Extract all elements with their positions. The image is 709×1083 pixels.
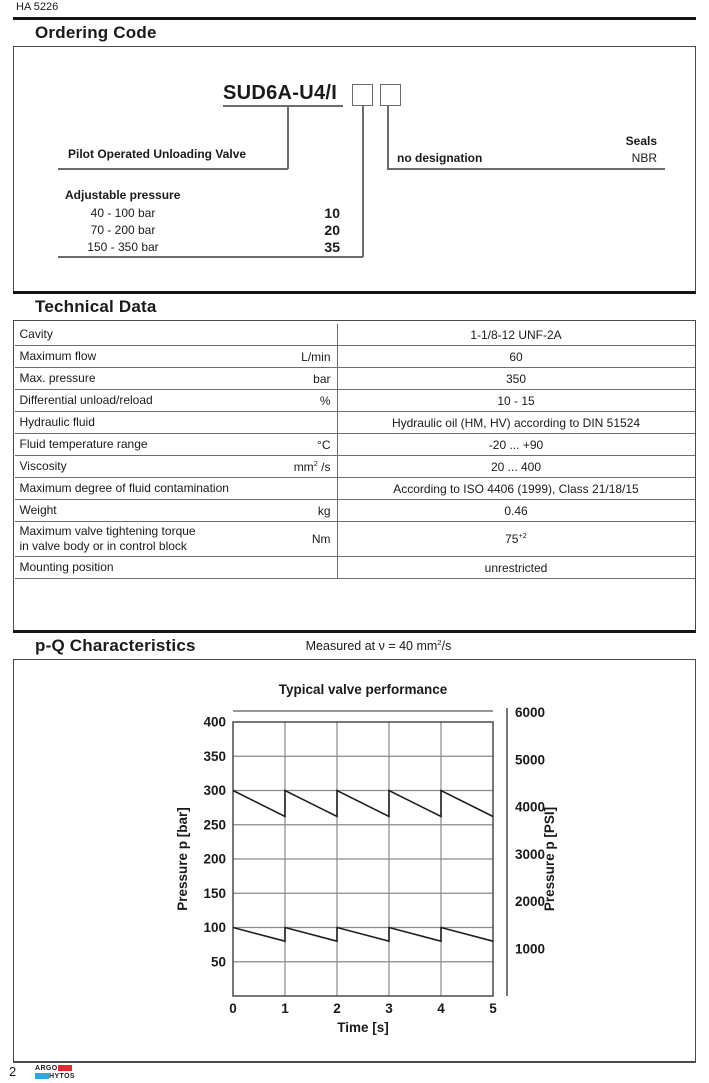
parameter-label: Hydraulic fluid [19, 415, 95, 429]
ordering-code-text: SUD6A-U4/I [223, 82, 338, 104]
x-axis-tick: 2 [333, 1001, 341, 1016]
x-axis-tick: 0 [229, 1001, 237, 1016]
parameter-value: Hydraulic oil (HM, HV) according to DIN 51524 [391, 415, 641, 430]
table-row [15, 324, 695, 346]
parameter-value: 0.46 [504, 503, 528, 518]
pressure-option-row [58, 238, 342, 255]
table-row [15, 522, 695, 557]
parameter-value: 10 - 15 [497, 393, 535, 408]
section-header-technical-data [13, 291, 696, 321]
parameter-label: Maximum flow [19, 349, 97, 363]
parameter-unit: °C [317, 437, 331, 452]
parameter-value: 60 [509, 349, 523, 364]
connector-seals [387, 106, 389, 169]
table-row [15, 412, 695, 434]
parameter-unit: L/min [301, 349, 331, 364]
seals-option-label: no designation [397, 151, 483, 165]
valve-performance-chart [150, 672, 580, 1050]
x-axis-tick: 5 [489, 1001, 497, 1016]
pressure-range: 150 - 350 bar [87, 239, 159, 254]
valve-type-label: Pilot Operated Unloading Valve [68, 147, 247, 161]
section-title-ordering-code: Ordering Code [35, 23, 157, 42]
pressure-option-row [58, 221, 342, 238]
pressure-options [58, 204, 342, 255]
page-number: 2 [9, 1064, 17, 1079]
y-axis-tick-right: 2000 [515, 894, 546, 910]
y-axis-label-left: Pressure p [bar] [175, 807, 190, 911]
pressure-heading: Adjustable pressure [65, 188, 181, 202]
y-axis-tick-left: 200 [203, 851, 226, 867]
argo-hytos-logo [35, 1064, 75, 1080]
table-row [15, 434, 695, 456]
sawtooth-series [233, 791, 493, 817]
pressure-underline [58, 256, 363, 258]
code-underline [223, 105, 343, 107]
table-row [15, 368, 695, 390]
logo-text-argo: ARGO [35, 1064, 58, 1072]
logo-blue-rectangle [35, 1073, 49, 1080]
y-axis-tick-left: 150 [203, 885, 226, 901]
y-axis-tick-left: 350 [203, 748, 226, 764]
logo-text-hytos: HYTOS [49, 1072, 75, 1080]
parameter-value: 350 [505, 371, 527, 386]
parameter-value: $75^{+2}$ [505, 531, 527, 546]
pressure-range: 70 - 200 bar [90, 222, 156, 237]
parameter-label: Maximum valve tightening torque in valve body or in control block [19, 524, 196, 553]
y-axis-tick-left: 50 [210, 954, 226, 970]
y-axis-tick-right: 1000 [515, 941, 546, 957]
y-axis-tick-left: 250 [203, 817, 226, 833]
table-row [15, 456, 695, 478]
valve-type-underline [58, 168, 288, 170]
document-number: HA 5226 [16, 1, 59, 13]
parameter-label: Max. pressure [19, 371, 96, 385]
code-box-seals [380, 84, 401, 106]
parameter-label: Mounting position [19, 560, 114, 574]
parameter-unit: Nm [311, 532, 331, 546]
y-axis-tick-right: 4000 [515, 799, 546, 815]
parameter-label: Cavity [19, 327, 53, 341]
seals-underline [387, 168, 665, 170]
y-axis-tick-right: 6000 [515, 705, 546, 721]
table-row [15, 500, 695, 522]
parameter-unit: kg [317, 503, 331, 518]
technical-data-table [15, 324, 695, 579]
sawtooth-series [233, 928, 493, 942]
y-axis-label-right: Pressure p [PSI] [542, 806, 557, 912]
parameter-label: Weight [19, 503, 57, 517]
parameter-label: Viscosity [19, 459, 67, 473]
connector-pressure [362, 106, 364, 257]
parameter-unit: bar [313, 371, 331, 386]
parameter-label: Fluid temperature range [19, 437, 148, 451]
y-axis-tick-left: 100 [203, 920, 226, 935]
x-axis-tick: 4 [437, 1001, 445, 1016]
pq-measurement-condition: Measured at ν = 40 $mm^2/s$ [305, 637, 452, 653]
parameter-label: Maximum degree of fluid contamination [19, 481, 229, 495]
pressure-option-row [58, 204, 342, 221]
connector-valve-type [287, 107, 289, 169]
y-axis-tick-right: 5000 [515, 752, 546, 768]
pressure-code: 20 [324, 221, 340, 238]
seals-option-row [397, 151, 657, 165]
parameter-unit: $mm^2$ /s [293, 458, 331, 474]
section-title-technical-data: Technical Data [35, 297, 157, 316]
section-title-pq-characteristics: p-Q Characteristics [35, 636, 196, 655]
seals-option-value: NBR [631, 151, 657, 165]
parameter-value: 1-1/8-12 UNF-2A [470, 327, 562, 342]
section-header-ordering-code [13, 17, 696, 47]
parameter-unit: % [319, 393, 331, 408]
x-axis-tick: 1 [281, 1001, 289, 1016]
parameter-value: unrestricted [484, 560, 548, 575]
parameter-value: -20 ... +90 [488, 437, 544, 452]
parameter-label: Differential unload/reload [19, 393, 153, 407]
y-axis-tick-left: 400 [203, 714, 226, 730]
table-row [15, 478, 695, 500]
parameter-value: According to ISO 4406 (1999), Class 21/18/15 [393, 481, 639, 496]
table-row [15, 346, 695, 368]
y-axis-tick-right: 3000 [515, 846, 546, 862]
pressure-range: 40 - 100 bar [90, 205, 156, 220]
pressure-code: 35 [324, 238, 340, 255]
logo-red-rectangle [58, 1065, 72, 1072]
parameter-value: 20 ... 400 [490, 459, 542, 474]
seals-heading: Seals [625, 134, 657, 148]
pressure-code: 10 [324, 204, 340, 221]
y-axis-tick-left: 300 [203, 783, 226, 798]
section-header-pq-characteristics [13, 630, 696, 660]
table-row [15, 390, 695, 412]
x-axis-label: Time [s] [337, 1020, 389, 1035]
x-axis-tick: 3 [385, 1001, 393, 1016]
chart-title: Typical valve performance [278, 682, 448, 697]
code-box-pressure [352, 84, 373, 106]
table-row [15, 557, 695, 579]
